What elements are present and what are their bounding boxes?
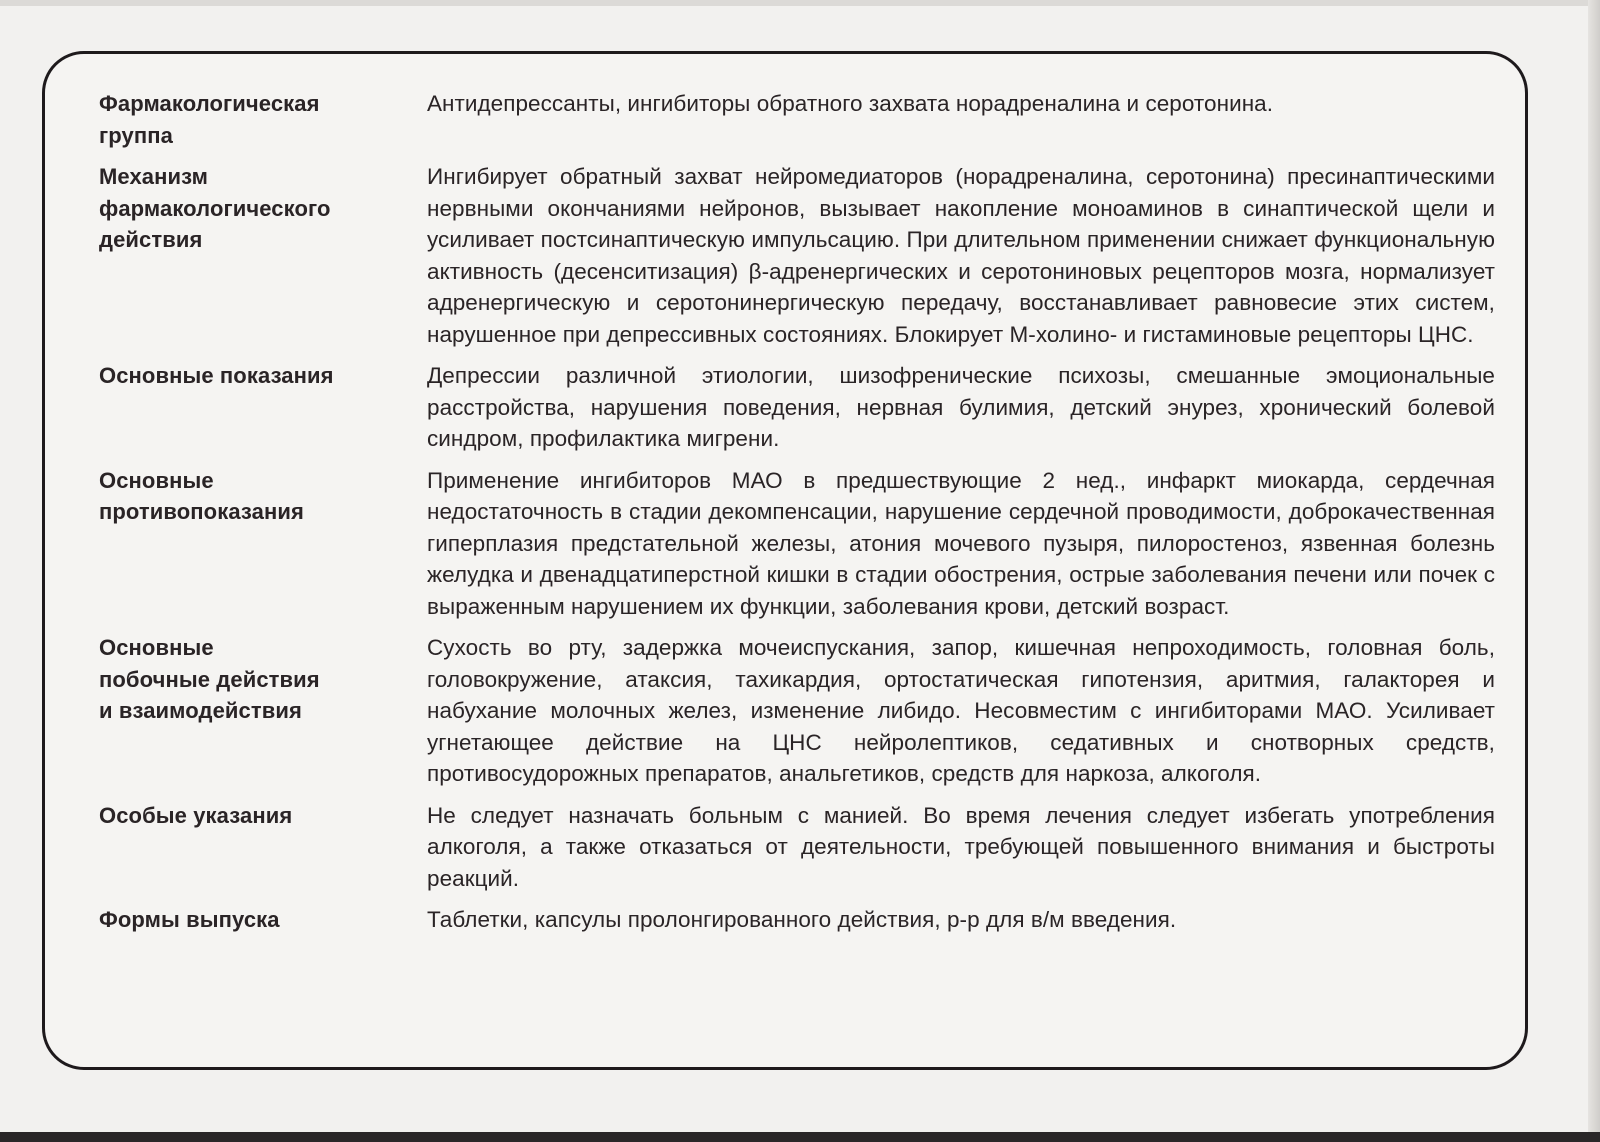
drug-info-table — [99, 88, 1517, 936]
row-label: Основные противопоказания — [99, 467, 304, 524]
page-edge-right — [1588, 0, 1600, 1142]
row-value: Ингибирует обратный захват нейромедиаторов (норадреналина, серотонина) пресинаптическими нервными окончаниями нейронов, вызывает накопление моноаминов в синаптической щели и усиливает постсинаптическую импульсацию. При длительном применении снижает функциональную активность (десенситизация) β-адренергических и серотониновых рецепторов мозга, нормализует адренергическую и серотонинергическую передачу, восстанавливает равновесие этих систем, нарушенное при депрессивных состояниях. Блокирует М-холино- и гистаминовые рецепторы ЦНС. — [427, 164, 1495, 347]
row-label: Особые указания — [99, 802, 293, 828]
row-side-effects — [99, 632, 1517, 790]
row-label: Фармакологическая группа — [99, 91, 320, 148]
row-mechanism-of-action — [99, 161, 1517, 350]
row-label: Основные показания — [99, 363, 334, 388]
row-value: Не следует назначать больным с манией. Во время лечения следует избегать употребления алкоголя, а также отказаться от деятельности, требующей повышенного внимания и быстроты реакций. — [427, 802, 1495, 891]
row-pharmacological-group — [99, 88, 1517, 151]
row-label: Формы выпуска — [99, 907, 280, 932]
row-release-forms — [99, 904, 1517, 936]
row-special-instructions — [99, 800, 1517, 895]
row-label: Основные побочные действия и взаимодействия — [99, 635, 320, 723]
row-value: Таблетки, капсулы пролонгированного действия, р-р для в/м введения. — [427, 907, 1177, 932]
row-value: Антидепрессанты, ингибиторы обратного захвата норадреналина и серотонина. — [427, 91, 1274, 116]
row-value: Депрессии различной этиологии, шизофренические психозы, смешанные эмоциональные расстройства, нарушения поведения, нервная булимия, детский энурез, хронический болевой синдром, профилактика мигрени. — [427, 363, 1495, 451]
page-edge-top — [0, 0, 1600, 6]
row-label: Механизм фармакологического действия — [99, 164, 331, 252]
row-contraindications — [99, 465, 1517, 623]
row-value: Применение ингибиторов МАО в предшествующие 2 нед., инфаркт миокарда, сердечная недостаточность в стадии декомпенсации, нарушение сердечной проводимости, доброкачественная гиперплазия предстательной железы, атония мочевого пузыря, пилоростеноз, язвенная болезнь желудка и двенадцатиперстной кишки в стадии обострения, острые заболевания печени или почек с выраженным нарушением их функции, заболевания крови, детский возраст. — [427, 467, 1495, 619]
row-value: Сухость во рту, задержка мочеиспускания, запор, кишечная непроходимость, головная боль, головокружение, атаксия, тахикардия, ортостатическая гипотензия, аритмия, галакторея и набухание молочных желез, изменение либидо. Несовместим с ингибиторами МАО. Усиливает угнетающее действие на ЦНС нейролептиков, седативных и снотворных средств, противосудорожных препаратов, анальгетиков, средств для наркоза, алкоголя. — [427, 635, 1495, 786]
row-indications — [99, 360, 1517, 455]
page-edge-bottom — [0, 1132, 1600, 1142]
drug-info-card — [42, 51, 1528, 1070]
